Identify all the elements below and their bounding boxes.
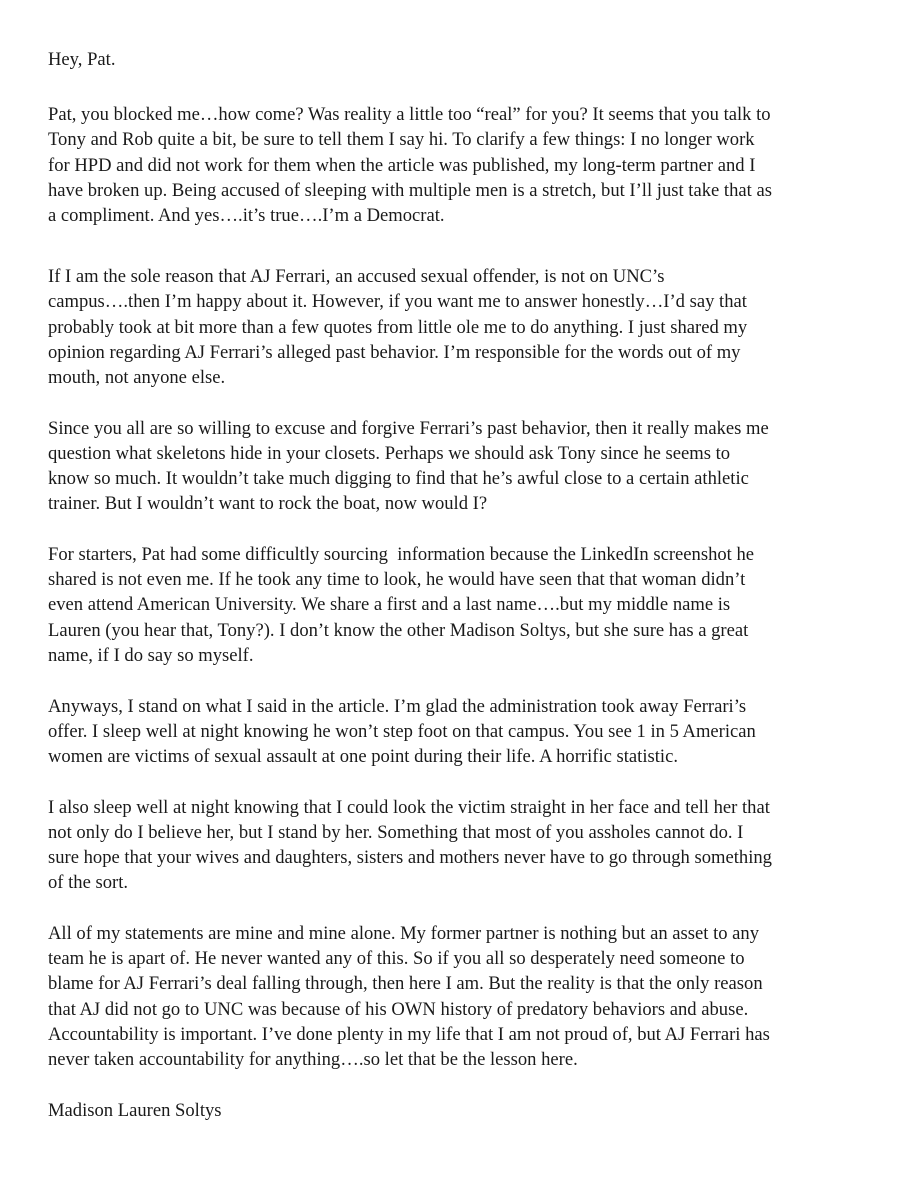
text-line: women are victims of sexual assault at one point during their life. A horrific statistic.	[48, 745, 678, 767]
text-line: For starters, Pat had some difficultly sourcing information because the LinkedIn screenshot he	[48, 544, 755, 566]
text-line: question what skeletons hide in your closets. Perhaps we should ask Tony since he seems to	[48, 442, 731, 464]
text-line: Tony and Rob quite a bit, be sure to tell them I say hi. To clarify a few things: I no longer work	[48, 129, 755, 151]
text-line: Since you all are so willing to excuse and forgive Ferrari’s past behavior, then it really makes me	[48, 417, 769, 439]
text-line: have broken up. Being accused of sleeping with multiple men is a stretch, but I’ll just take that as	[48, 179, 772, 201]
paragraph-victim	[48, 795, 868, 896]
text-line: even attend American University. We share a first and a last name….but my middle name is	[48, 594, 731, 616]
paragraph-article	[48, 694, 868, 770]
text-line: name, if I do say so myself.	[48, 644, 254, 666]
text-line: All of my statements are mine and mine alone. My former partner is nothing but an asset to any	[48, 922, 760, 944]
text-line: never taken accountability for anything….so let that be the lesson here.	[48, 1049, 578, 1070]
letter-signature: Madison Lauren Soltys	[48, 1099, 222, 1121]
text-line: Accountability is important. I’ve done plenty in my life that I am not proud of, but AJ Ferrari has	[48, 1023, 770, 1045]
text-line: not only do I believe her, but I stand by her. Something that most of you assholes cannot do. I	[48, 821, 744, 843]
letter-greeting: Hey, Pat.	[48, 49, 116, 70]
text-line: probably took at bit more than a few quotes from little ole me to do anything. I just shared my	[48, 316, 748, 338]
paragraph-skeletons	[48, 416, 868, 517]
paragraph-sole-reason	[48, 264, 868, 390]
text-line: If I am the sole reason that AJ Ferrari, an accused sexual offender, is not on UNC’s	[48, 266, 665, 288]
text-line: sure hope that your wives and daughters, sisters and mothers never have to go through something	[48, 847, 772, 869]
paragraph-accountability	[48, 921, 868, 1072]
text-line: blame for AJ Ferrari’s deal falling through, then here I am. But the reality is that the only reason	[48, 973, 763, 995]
text-line: shared is not even me. If he took any time to look, he would have seen that that woman didn’t	[48, 569, 746, 591]
text-line: that AJ did not go to UNC was because of his OWN history of predatory behaviors and abuse.	[48, 998, 749, 1020]
text-line: for HPD and did not work for them when the article was published, my long-term partner and I	[48, 154, 756, 176]
paragraph-blocked	[48, 102, 868, 228]
paragraph-linkedin	[48, 542, 868, 668]
text-line: offer. I sleep well at night knowing he won’t step foot on that campus. You see 1 in 5 American	[48, 720, 756, 742]
text-line: a compliment. And yes….it’s true….I’m a Democrat.	[48, 205, 445, 227]
text-line: of the sort.	[48, 872, 129, 894]
text-line: team he is apart of. He never wanted any of this. So if you all so desperately need someone to	[48, 948, 745, 970]
text-line: trainer. But I wouldn’t want to rock the boat, now would I?	[48, 493, 488, 515]
text-line: I also sleep well at night knowing that I could look the victim straight in her face and tell her that	[48, 796, 770, 818]
text-line: campus….then I’m happy about it. However, if you want me to answer honestly…I’d say that	[48, 291, 747, 313]
text-line: know so much. It wouldn’t take much digging to find that he’s awful close to a certain athletic	[48, 468, 749, 490]
text-line: opinion regarding AJ Ferrari’s alleged past behavior. I’m responsible for the words out of my	[48, 341, 741, 363]
text-line: Anyways, I stand on what I said in the article. I’m glad the administration took away Ferrari’s	[48, 695, 747, 717]
text-line: Lauren (you hear that, Tony?). I don’t know the other Madison Soltys, but she sure has a great	[48, 619, 749, 641]
text-line: Pat, you blocked me…how come? Was reality a little too “real” for you? It seems that you talk to	[48, 104, 771, 126]
text-line: mouth, not anyone else.	[48, 367, 226, 389]
